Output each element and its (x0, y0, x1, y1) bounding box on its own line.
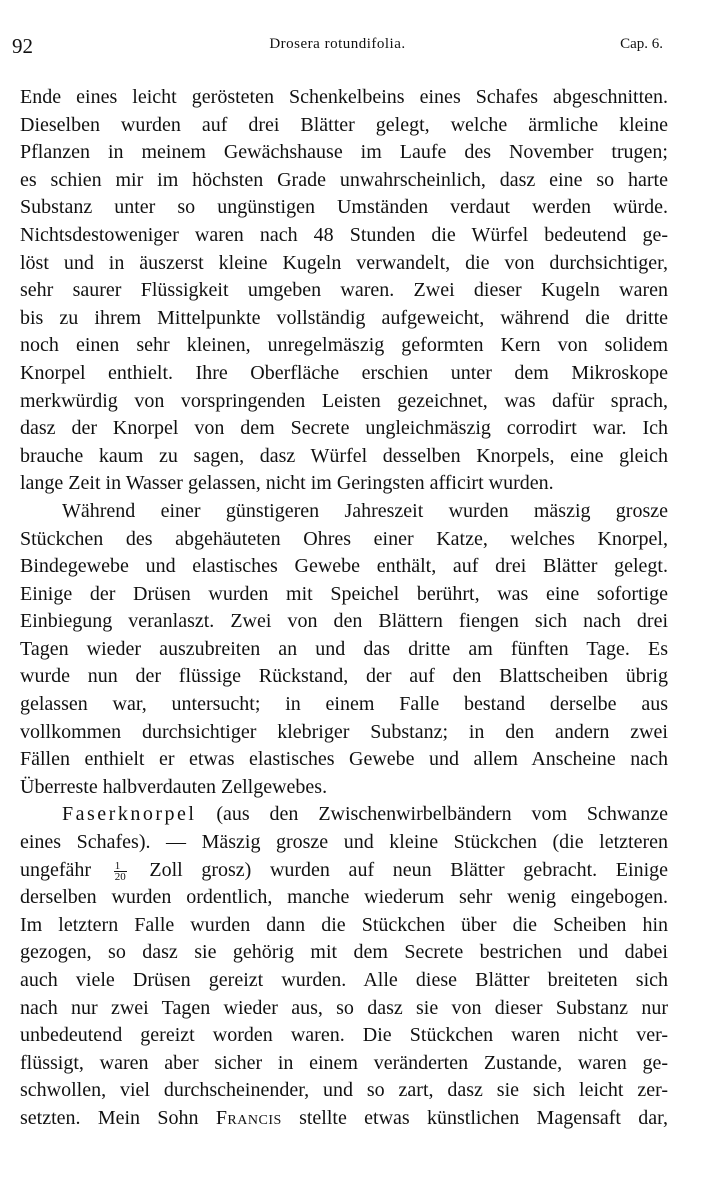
text-line: wurde nun der flüssige Rückstand, der auf den Blattscheiben übrig (20, 665, 668, 688)
page-number: 92 (12, 34, 33, 58)
text-line: lange Zeit in Wasser gelassen, nicht im Geringsten afficirt wurden. (20, 472, 554, 495)
text-line: nach nur zwei Tagen wieder aus, so dasz sie von dieser Substanz nur (20, 996, 668, 1019)
text-line: Substanz unter so ungünstigen Umständen verdaut werden würde. (20, 196, 668, 219)
text-fragment: ungefähr (20, 858, 92, 881)
text-fragment: stellte etwas künstlichen Magensaft dar, (299, 1106, 668, 1129)
text-line: gezogen, so dasz sie gehörig mit dem Secrete bestrichen und dabei (20, 941, 668, 964)
text-line: dasz der Knorpel von dem Secrete ungleichmäszig corrodirt war. Ich (20, 417, 668, 440)
text-line: Einbiegung veranlaszt. Zwei von den Blättern fiengen sich nach drei (20, 610, 668, 633)
fraction-denominator: 20 (114, 870, 126, 883)
text-line: auch viele Drüsen gereizt wurden. Alle diese Blätter breiteten sich (20, 969, 668, 991)
text-line: Ende eines leicht gerösteten Schenkelbeins eines Schafes abgeschnitten. (20, 86, 668, 108)
text-line: Einige der Drüsen wurden mit Speichel berührt, was eine sofortige (20, 582, 668, 605)
fraction (114, 861, 127, 882)
text-line: Überreste halbverdauten Zellgewebes. (20, 775, 328, 798)
body-text (20, 84, 668, 1133)
text-line: Bindegewebe und elastisches Gewebe enthält, auf drei Blätter gelegt. (20, 555, 668, 578)
text-line: es schien mir im höchsten Grade unwahrscheinlich, dasz eine so harte (20, 168, 668, 191)
spaced-term: Faserknorpel (62, 803, 197, 826)
text-line: Im letztern Falle wurden dann die Stückchen über die Scheiben hin (20, 913, 668, 936)
text-line: Stückchen des abgehäuteten Ohres einer Katze, welches Knorpel, (20, 527, 668, 550)
text-line: Pflanzen in meinem Gewächshause im Laufe des November trugen; (20, 141, 668, 164)
text-line (20, 857, 668, 885)
text-line: schwollen, viel durchscheinender, und so zart, dasz sie sich leicht zer- (20, 1079, 668, 1102)
text-fragment: setzten. Mein Sohn (20, 1106, 199, 1129)
person-name: Francis (215, 1106, 282, 1129)
fraction-numerator: 1 (114, 861, 127, 872)
text-line: noch einen sehr kleinen, unregelmäszig geformten Kern von solidem (20, 334, 668, 357)
text-line: unbedeutend gereizt worden waren. Die Stückchen waren nicht ver- (20, 1024, 668, 1047)
text-line: löst und in äuszerst kleine Kugeln verwandelt, die von durchsichtiger, (20, 251, 668, 274)
chapter-label: Cap. 6. (620, 36, 663, 52)
text-line: Tagen wieder auszubreiten an und das dritte am fünften Tage. Es (20, 637, 668, 660)
text-line-rest: (aus den Zwischenwirbelbändern vom Schwanze (216, 803, 669, 826)
text-line: eines Schafes). — Mäszig grosze und kleine Stückchen (die letzteren (20, 831, 668, 854)
text-line: Knorpel enthielt. Ihre Oberfläche erschien unter dem Mikroskope (20, 361, 668, 384)
text-line: vollkommen durchsichtiger klebriger Substanz; in den andern zwei (20, 720, 668, 743)
text-line: Dieselben wurden auf drei Blätter gelegt, welche ärmliche kleine (20, 113, 668, 136)
text-line: brauche kaum zu sagen, dasz Würfel desselben Knorpels, eine gleich (20, 444, 668, 467)
text-line: Fällen enthielt er etwas elastisches Gewebe und allem Anscheine nach (20, 748, 668, 771)
text-line: Während einer günstigeren Jahreszeit wurden mäszig grosze (62, 499, 668, 522)
running-title: Drosera rotundifolia. (269, 36, 406, 52)
text-line (20, 801, 668, 829)
text-line: flüssigt, waren aber sicher in einem veränderten Zustande, waren ge- (20, 1051, 668, 1074)
text-line: merkwürdig von vorspringenden Leisten gezeichnet, was dafür sprach, (20, 389, 668, 412)
text-line: derselben wurden ordentlich, manche wiederum sehr wenig eingebogen. (20, 886, 668, 909)
text-line: bis zu ihrem Mittelpunkte vollständig aufgeweicht, während die dritte (20, 306, 668, 329)
text-line: sehr saurer Flüssigkeit umgeben waren. Zwei dieser Kugeln waren (20, 279, 668, 302)
text-line: Nichtsdestoweniger waren nach 48 Stunden die Würfel bedeutend ge- (20, 223, 668, 246)
text-fragment: Zoll grosz) wurden auf neun Blätter gebracht. Einige (149, 858, 669, 881)
text-line (20, 1105, 668, 1133)
page-header (12, 34, 663, 64)
text-line: gelassen war, untersucht; in einem Falle bestand derselbe aus (20, 693, 668, 716)
